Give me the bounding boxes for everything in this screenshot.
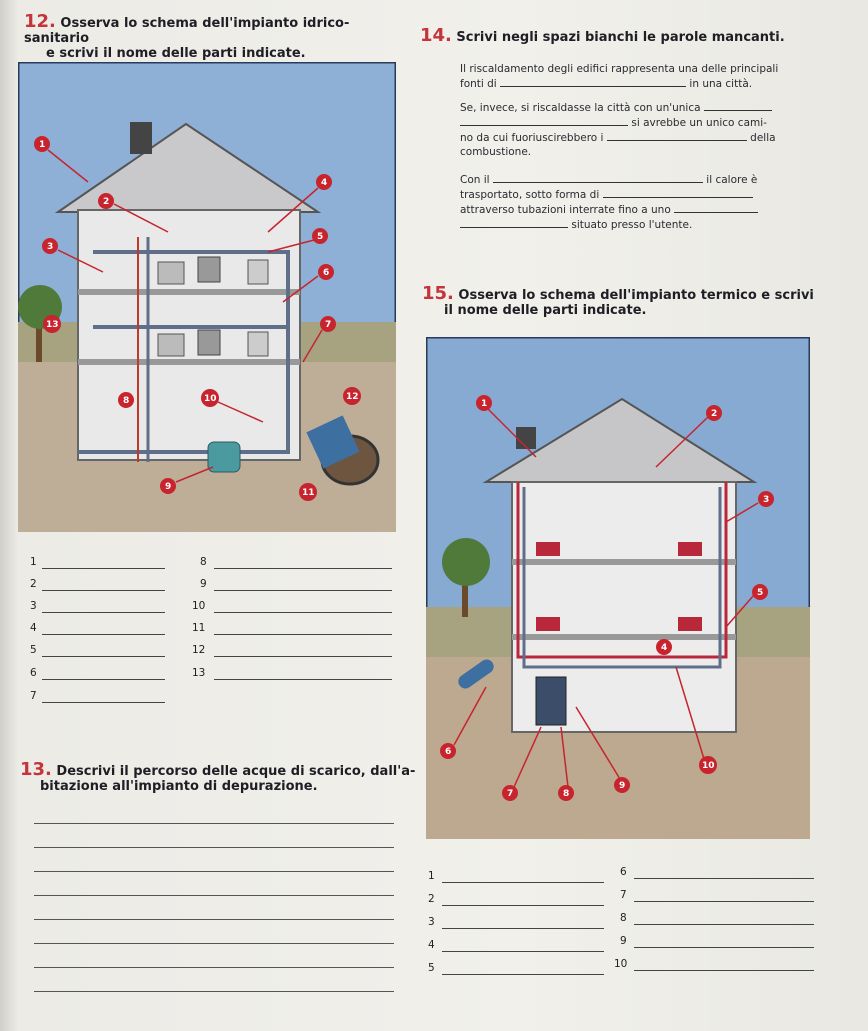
ex12-line2: e scrivi il nome delle parti indicate.	[46, 46, 306, 61]
water-answer-7[interactable]	[42, 702, 165, 703]
water-answer-9[interactable]	[214, 590, 392, 591]
heat-callout-7: 7	[507, 789, 514, 799]
water-answer-8[interactable]	[214, 568, 392, 569]
ex14-blank-8[interactable]	[460, 217, 568, 228]
ex14-paragraph-3	[460, 172, 800, 232]
heat-label-9: 9	[620, 935, 627, 947]
ex14-p3e: situato presso l'utente.	[571, 219, 693, 231]
heat-label-7: 7	[620, 889, 627, 901]
ex14-p2a: Se, invece, si riscaldasse la città con un'unica	[460, 102, 701, 114]
ex15-number: 15.	[422, 283, 454, 304]
water-callout-12: 12	[346, 392, 359, 402]
ex13-line2: bitazione all'impianto di depurazione.	[40, 779, 318, 794]
heat-callout-1: 1	[481, 399, 488, 409]
ex12-number: 12.	[24, 11, 56, 32]
ex15-line2: il nome delle parti indicate.	[444, 303, 647, 318]
water-answer-13[interactable]	[214, 679, 392, 680]
water-label-4: 4	[30, 622, 37, 634]
heat-answer-4[interactable]	[442, 951, 604, 952]
heat-label-2: 2	[428, 893, 435, 905]
water-label-8: 8	[200, 556, 207, 568]
water-answer-1[interactable]	[42, 568, 165, 569]
ex14-p2c: no da cui fuoriuscirebbero i	[460, 132, 604, 144]
ex14-heading	[420, 25, 850, 46]
heat-answer-10[interactable]	[634, 970, 814, 971]
ex15-heading	[422, 283, 842, 318]
water-label-12: 12	[192, 644, 206, 656]
ex14-title: Scrivi negli spazi bianchi le parole mancanti.	[456, 30, 785, 45]
water-callout-1: 1	[39, 140, 46, 150]
ex14-paragraph-2	[460, 100, 800, 159]
water-callout-13: 13	[46, 320, 59, 330]
ex14-p3d: attraverso tubazioni interrate fino a uno	[460, 204, 671, 216]
heat-answer-2[interactable]	[442, 905, 604, 906]
water-label-1: 1	[30, 556, 37, 568]
ex13-heading	[20, 759, 420, 794]
water-callout-4: 4	[321, 178, 328, 188]
water-label-6: 6	[30, 667, 37, 679]
water-callout-3: 3	[47, 242, 54, 252]
water-answer-3[interactable]	[42, 612, 165, 613]
water-callout-9: 9	[165, 482, 172, 492]
heat-label-4: 4	[428, 939, 435, 951]
water-label-5: 5	[30, 644, 37, 656]
heat-label-1: 1	[428, 870, 435, 882]
heat-answer-9[interactable]	[634, 947, 814, 948]
ex14-p3a: Con il	[460, 174, 490, 186]
water-answer-5[interactable]	[42, 656, 165, 657]
heat-label-3: 3	[428, 916, 435, 928]
ex13-line1: Descrivi il percorso delle acque di scarico, dall'a-	[56, 764, 416, 779]
water-answer-10[interactable]	[214, 612, 392, 613]
ex14-number: 14.	[420, 25, 452, 46]
water-label-3: 3	[30, 600, 37, 612]
ex14-p2b: si avrebbe un unico cami-	[631, 117, 767, 129]
ex14-blank-4[interactable]	[607, 130, 747, 141]
heat-answer-5[interactable]	[442, 974, 604, 975]
water-answer-12[interactable]	[214, 656, 392, 657]
heat-answer-8[interactable]	[634, 924, 814, 925]
water-answer-6[interactable]	[42, 679, 165, 680]
heat-answer-1[interactable]	[442, 882, 604, 883]
ex12-line1: Osserva lo schema dell'impianto idrico-sanitario	[24, 16, 350, 46]
water-system-diagram	[18, 62, 396, 532]
heat-callout-8: 8	[563, 789, 570, 799]
water-label-9: 9	[200, 578, 207, 590]
ex14-p1b: fonti di	[460, 78, 497, 90]
heat-answer-3[interactable]	[442, 928, 604, 929]
heat-callout-2: 2	[711, 409, 718, 419]
heating-system-diagram	[426, 337, 810, 839]
water-callout-5: 5	[317, 232, 324, 242]
heat-callout-5: 5	[757, 588, 764, 598]
heat-answer-7[interactable]	[634, 901, 814, 902]
ex14-paragraph-1	[460, 62, 800, 91]
heat-callout-4: 4	[661, 643, 668, 653]
ex12-heading	[24, 11, 404, 61]
ex14-p2d: della	[750, 132, 776, 144]
water-label-13: 13	[192, 667, 206, 679]
water-answer-11[interactable]	[214, 634, 392, 635]
heat-label-6: 6	[620, 866, 627, 878]
water-label-7: 7	[30, 690, 37, 702]
ex14-p3c: trasportato, sotto forma di	[460, 189, 600, 201]
water-callout-6: 6	[323, 268, 330, 278]
water-callout-10: 10	[204, 394, 217, 404]
heat-label-10: 10	[614, 958, 628, 970]
water-callout-8: 8	[123, 396, 130, 406]
ex15-line1: Osserva lo schema dell'impianto termico e scrivi	[458, 288, 814, 303]
heat-answer-6[interactable]	[634, 878, 814, 879]
water-label-11: 11	[192, 622, 206, 634]
water-callout-11: 11	[302, 488, 315, 498]
heat-label-5: 5	[428, 962, 435, 974]
water-label-2: 2	[30, 578, 37, 590]
ex13-number: 13.	[20, 759, 52, 780]
ex14-p3b: il calore è	[706, 174, 758, 186]
ex14-p1c: in una città.	[689, 78, 753, 90]
heat-callout-6: 6	[445, 747, 452, 757]
ex14-blank-5[interactable]	[493, 172, 703, 183]
heat-callout-3: 3	[763, 495, 770, 505]
heat-label-8: 8	[620, 912, 627, 924]
ex14-p1a: Il riscaldamento degli edifici rappresenta una delle principali	[460, 63, 779, 75]
ex14-blank-3[interactable]	[460, 115, 628, 126]
water-label-10: 10	[192, 600, 206, 612]
water-callout-2: 2	[103, 197, 110, 207]
ex14-blank-2[interactable]	[704, 100, 772, 111]
ex14-blank-7[interactable]	[674, 202, 758, 213]
ex14-blank-6[interactable]	[603, 187, 753, 198]
water-answer-2[interactable]	[42, 590, 165, 591]
ex14-p2e: combustione.	[460, 146, 532, 158]
ex14-blank-1[interactable]	[500, 76, 686, 87]
heat-callout-9: 9	[619, 781, 626, 791]
heat-callout-10: 10	[702, 761, 715, 771]
water-callout-7: 7	[325, 320, 332, 330]
water-answer-4[interactable]	[42, 634, 165, 635]
